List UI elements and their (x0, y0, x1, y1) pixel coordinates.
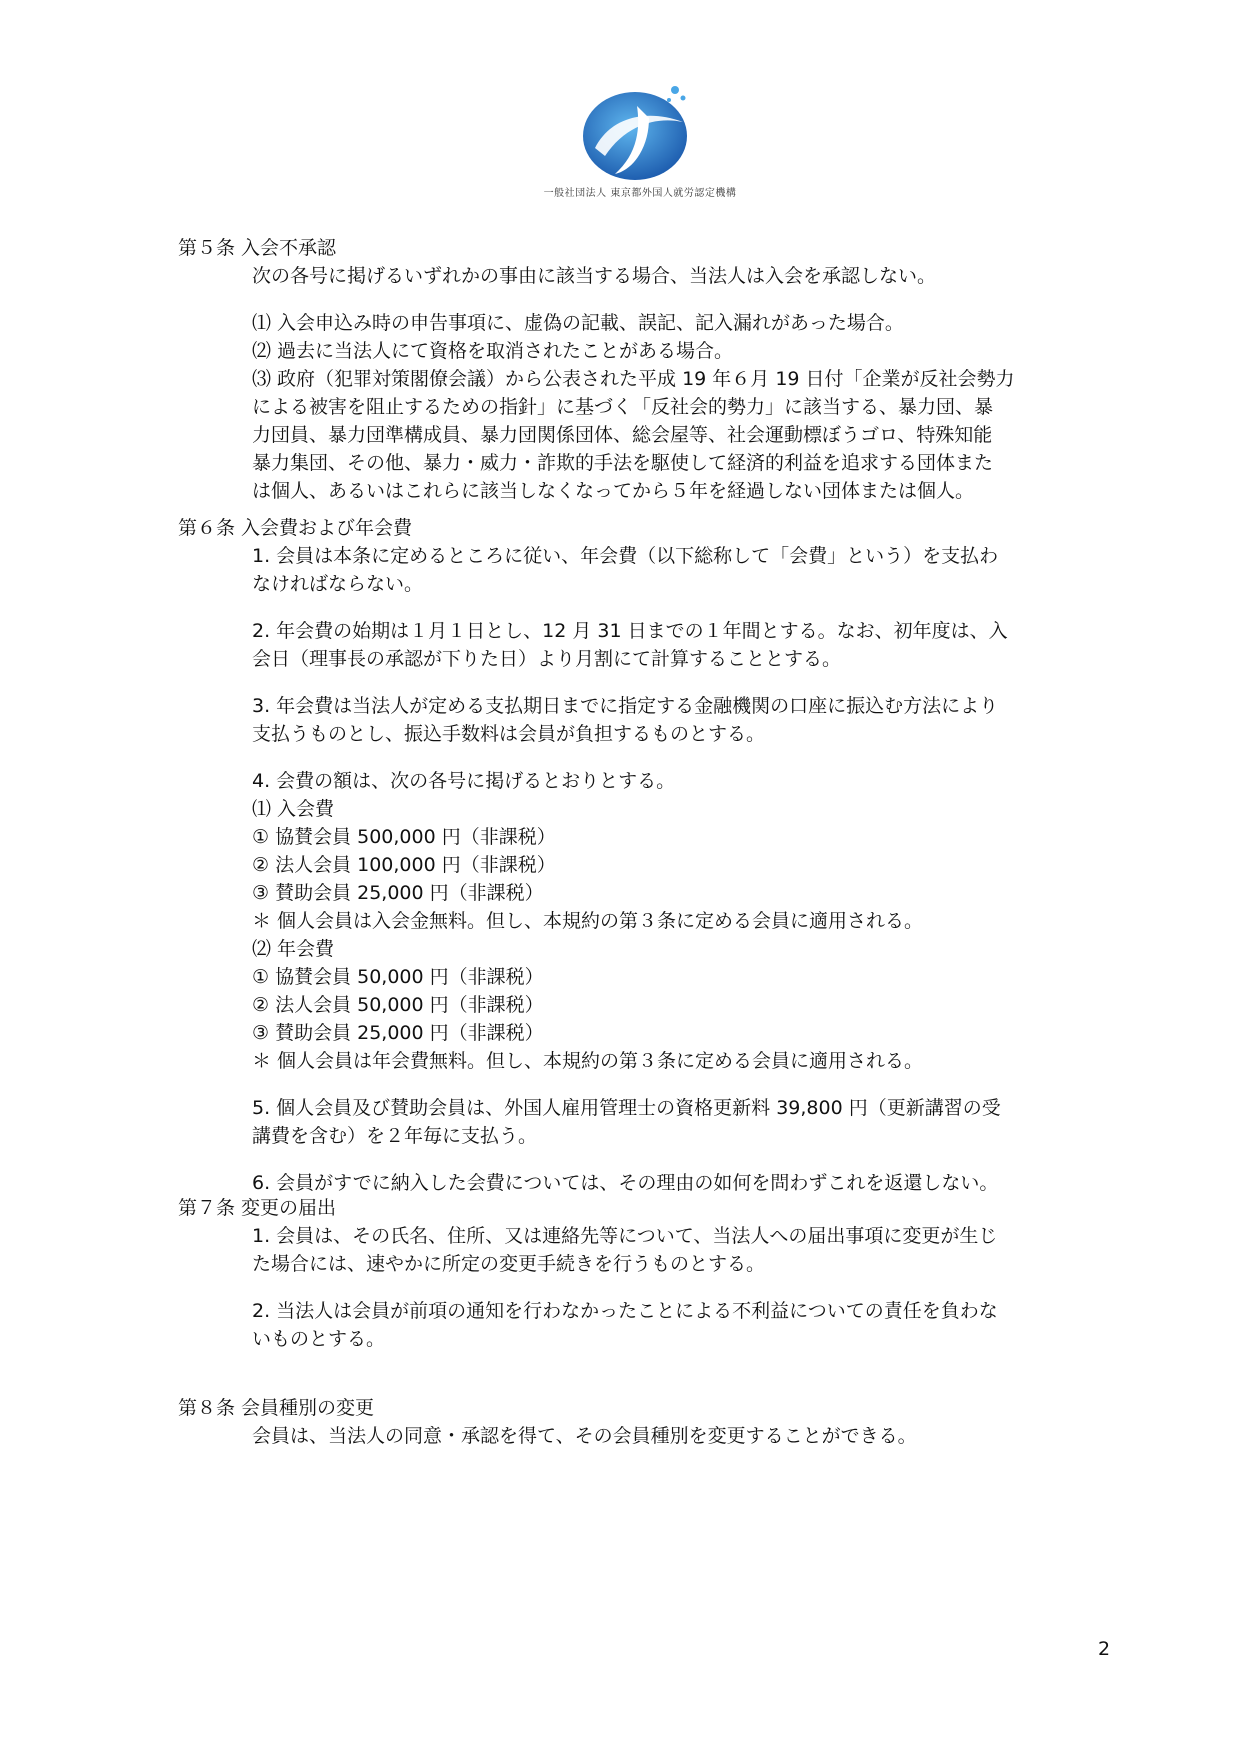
section-line: ＊ 個人会員は入会金無料。但し、本規約の第３条に定める会員に適用される。 (252, 910, 924, 932)
section-line: 2. 年会費の始期は１月１日とし、12 月 31 日までの１年間とする。なお、初年度は、入 (252, 620, 1008, 642)
section-line: 2. 当法人は会員が前項の通知を行わなかったことによる不利益についての責任を負わな (252, 1300, 998, 1322)
section-line: 1. 会員は、その氏名、住所、又は連絡先等について、当法人への届出事項に変更が生じ (252, 1225, 998, 1247)
section-line: ③ 賛助会員 25,000 円（非課税） (252, 882, 544, 904)
section-line: 暴力集団、その他、暴力・威力・詐欺的手法を駆使して経済的利益を追求する団体また (252, 452, 994, 474)
section-title: 第５条 入会不承認 (178, 237, 337, 259)
section-line: ＊ 個人会員は年会費無料。但し、本規約の第３条に定める会員に適用される。 (252, 1050, 924, 1072)
section-line: 次の各号に掲げるいずれかの事由に該当する場合、当法人は入会を承認しない。 (252, 265, 937, 287)
section-line: 講費を含む）を２年毎に支払う。 (252, 1125, 538, 1147)
section-line: ③ 賛助会員 25,000 円（非課税） (252, 1022, 544, 1044)
section-title: 第６条 入会費および年会費 (178, 517, 413, 539)
section-line: ② 法人会員 50,000 円（非課税） (252, 994, 544, 1016)
section-line: 支払うものとし、振込手数料は会員が負担するものとする。 (252, 723, 766, 745)
section-line: は個人、あるいはこれらに該当しなくなってから５年を経過しない団体または個人。 (252, 480, 975, 502)
section-line: ① 協賛会員 500,000 円（非課税） (252, 826, 556, 848)
section-line: 1. 会員は本条に定めるところに従い、年会費（以下総称して「会費」という）を支払わ (252, 545, 999, 567)
page-number: 2 (1098, 1638, 1111, 1660)
section-line: た場合には、速やかに所定の変更手続きを行うものとする。 (252, 1253, 766, 1275)
section-line: 5. 個人会員及び賛助会員は、外国人雇用管理士の資格更新料 39,800 円（更新講習の受 (252, 1097, 1001, 1119)
section-line: ⑵ 年会費 (252, 938, 335, 960)
organization-logo-icon (575, 78, 705, 188)
section-line: ⑴ 入会費 (252, 798, 335, 820)
section-line: 力団員、暴力団準構成員、暴力団関係団体、総会屋等、社会運動標ぼうゴロ、特殊知能 (252, 424, 993, 446)
section-line: ⑴ 入会申込み時の申告事項に、虚偽の記載、誤記、記入漏れがあった場合。 (252, 312, 904, 334)
section-line: ⑶ 政府（犯罪対策閣僚会議）から公表された平成 19 年６月 19 日付「企業が反社会勢力 (252, 368, 1015, 390)
section-line: なければならない。 (252, 573, 424, 595)
section-line: 会員は、当法人の同意・承認を得て、その会員種別を変更することができる。 (252, 1425, 917, 1447)
section-line: いものとする。 (252, 1328, 386, 1350)
section-line: 6. 会員がすでに納入した会費については、その理由の如何を問わずこれを返還しない。 (252, 1172, 999, 1194)
section-line: 会日（理事長の承認が下りた日）より月割にて計算することとする。 (252, 648, 842, 670)
organization-name: 一般社団法人 東京都外国人就労認定機構 (543, 188, 737, 199)
section-title: 第７条 変更の届出 (178, 1197, 337, 1219)
section-line: ① 協賛会員 50,000 円（非課税） (252, 966, 544, 988)
section-line: ⑵ 過去に当法人にて資格を取消されたことがある場合。 (252, 340, 734, 362)
section-line: 3. 年会費は当法人が定める支払期日までに指定する金融機関の口座に振込む方法により (252, 695, 999, 717)
section-line: による被害を阻止するための指針」に基づく「反社会的勢力」に該当する、暴力団、暴 (252, 396, 994, 418)
section-title: 第８条 会員種別の変更 (178, 1397, 375, 1419)
section-line: ② 法人会員 100,000 円（非課税） (252, 854, 556, 876)
section-line: 4. 会費の額は、次の各号に掲げるとおりとする。 (252, 770, 676, 792)
